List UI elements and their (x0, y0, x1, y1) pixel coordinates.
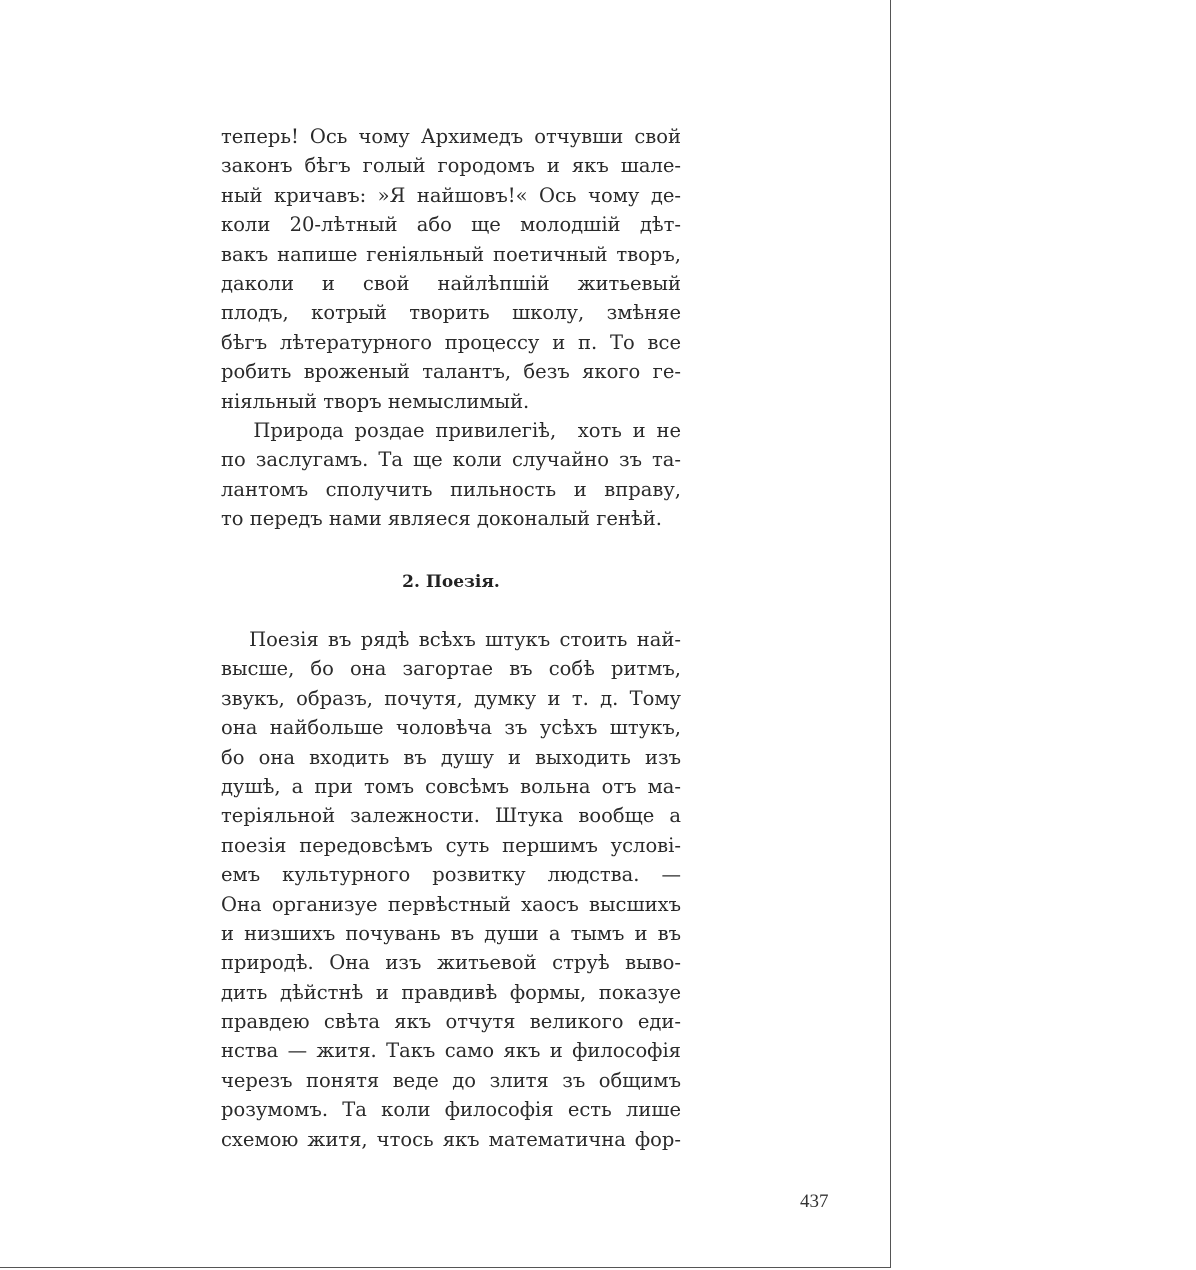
text-line: бѣгъ лѣтературного процессу и п. То все (221, 330, 681, 354)
text-line: законъ бѣгъ голый городомъ и якъ шале- (221, 154, 681, 178)
text-line: черезъ понятя веде до злитя зъ общимъ (221, 1068, 681, 1092)
text-line: Поезія въ рядѣ всѣхъ штукъ стоить най- (221, 628, 681, 651)
text-line: нства — житя. Такъ само якъ и философія (221, 1039, 681, 1063)
text-line: емъ культурного розвитку людства. — (221, 863, 681, 887)
text-line: теперь! Ось чому Архимедъ отчувши свой (221, 125, 681, 148)
text-line: лантомъ сполучить пильность и вправу, (221, 477, 681, 501)
text-line: плодъ, котрый творить школу, змѣняе (221, 301, 681, 325)
text-line: робить вроженый талантъ, безъ якого ге- (221, 360, 681, 384)
text-line: по заслугамъ. Та ще коли случайно зъ та- (221, 448, 681, 472)
text-line: правдею свѣта якъ отчутя великого еди- (221, 1010, 681, 1034)
text-line: душѣ, а при томъ совсѣмъ вольна отъ ма- (221, 774, 681, 798)
text-line: теріяльной залежности. Штука вообще а (221, 804, 681, 828)
text-line: бо она входить въ душу и выходить изъ (221, 745, 681, 769)
text-line: даколи и свой найлѣпшій житьевый (221, 271, 681, 295)
text-line: природѣ. Она изъ житьевой струѣ выво- (221, 951, 681, 975)
text-line: она найбольше чоловѣча зъ усѣхъ штукъ, (221, 716, 681, 740)
text-line: звукъ, образъ, почутя, думку и т. д. Тому (221, 686, 681, 710)
text-line: розумомъ. Та коли философія есть лише (221, 1098, 681, 1122)
text-line: высше, бо она загортае въ собѣ ритмъ, (221, 657, 681, 681)
page-number: 437 (800, 1191, 829, 1212)
text-line: и низшихъ почувань въ души а тымъ и въ (221, 921, 681, 945)
text-line: коли 20-лѣтный або ще молодшій дѣт- (221, 213, 681, 237)
text-line: вакъ напише геніяльный поетичный творъ, (221, 242, 681, 266)
text-line: ный кричавъ: »Я найшовъ!« Ось чому де- (221, 183, 681, 207)
text-line: то передъ нами являеся доконалый генѣй. (221, 507, 662, 531)
text-block-upper (221, 122, 681, 533)
text-line: схемою житя, чтось якъ математична фор- (221, 1127, 681, 1151)
text-line: Природа роздае привилегіѣ, хоть и не (221, 418, 681, 442)
text-block-lower (221, 625, 681, 1154)
section-heading: 2. Поезія. (402, 572, 500, 592)
text-line: дить дѣйстнѣ и правдивѣ формы, показуе (221, 980, 681, 1004)
text-line: Она организуе первѣстный хаосъ высшихъ (221, 892, 681, 916)
text-line: ніяльный творъ немыслимый. (221, 389, 530, 413)
text-line: поезія передовсѣмъ суть першимъ услові- (221, 833, 681, 857)
